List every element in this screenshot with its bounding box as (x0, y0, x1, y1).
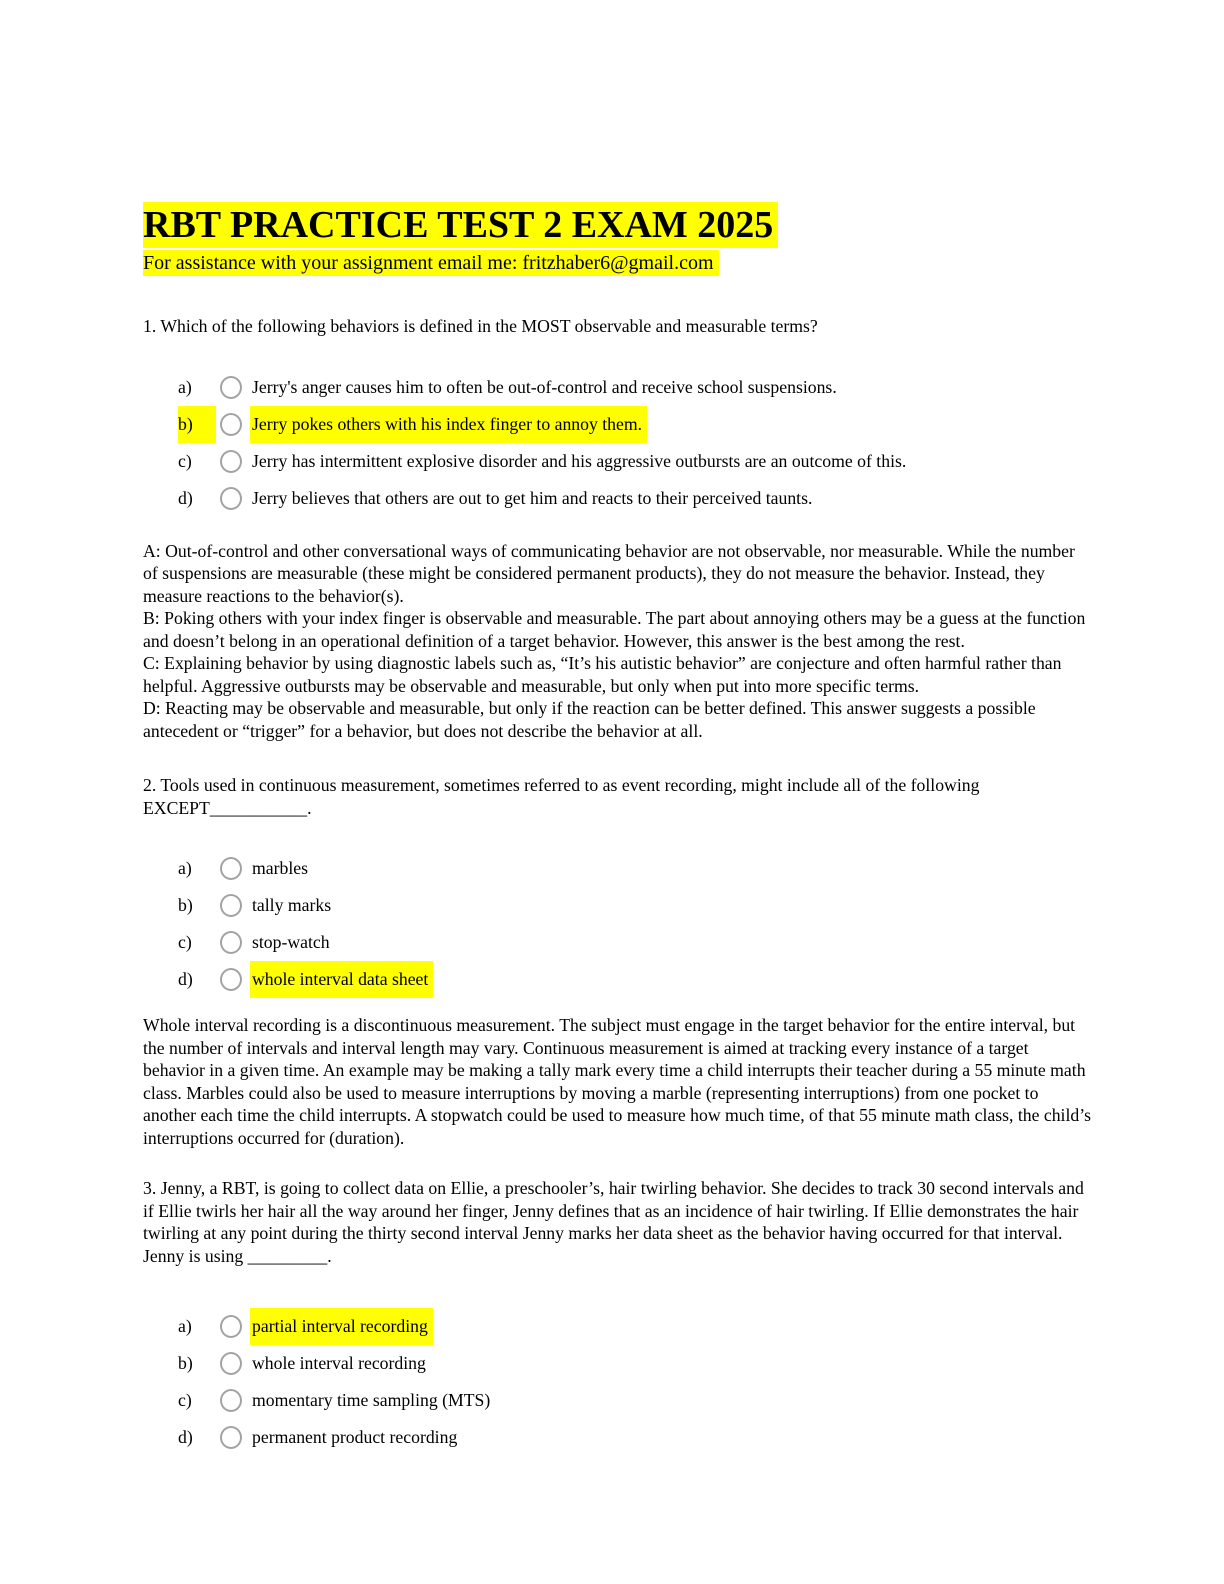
option-label: c) (178, 450, 192, 471)
option-label: a) (178, 858, 192, 878)
question-2-option-a (143, 850, 1091, 887)
option-label: b) (178, 895, 193, 915)
question-1-option-d (143, 480, 1091, 517)
question-3-option-c (143, 1382, 1091, 1419)
explanation-paragraph: Whole interval recording is a discontinuous measurement. The subject must engage in the target behavior for the entire interval, but the number of intervals and interval length may vary. Continuous measurement is aimed at tracking every instance of a target behavior in a given time. An example may be making a tally mark every time a child interrupts their teacher during a 55 minute math class. Marbles could also be used to measure interruptions by moving a marble (representing interruptions) from one pocket to another each time the child interrupts. A stopwatch could be used to measure how much time, of that 55 minute math class, the child’s interruptions occurred for (duration). (143, 1015, 1092, 1148)
question-1-block (143, 315, 1091, 742)
question-3-option-d (143, 1419, 1091, 1456)
option-text: Jerry believes that others are out to get him and reacts to their perceived taunts. (252, 487, 813, 508)
option-label: c) (178, 932, 192, 952)
option-label: b) (178, 406, 216, 443)
explanation-line-c: C: Explaining behavior by using diagnostic labels such as, “It’s his autistic behavior” are conjecture and often harmful rather than helpful. Aggressive outbursts may be observable and measurable, but only when put into more specific terms. (143, 653, 1062, 696)
explanation-line-a: A: Out-of-control and other conversational ways of communicating behavior are not observable, nor measurable. While the number of suspensions are measurable (these might be considered permanent products), they do not measure the behavior. Instead, they measure reactions to the behavior(s). (143, 540, 1075, 606)
option-text: marbles (252, 858, 308, 878)
option-text: stop-watch (252, 932, 330, 952)
page-title-highlight: RBT PRACTICE TEST 2 EXAM 2025 (143, 202, 778, 248)
question-3-block (143, 1177, 1091, 1456)
radio-button-icon[interactable] (220, 1315, 242, 1338)
contact-line-highlight: For assistance with your assignment email me: fritzhaber6@gmail.com (143, 250, 719, 276)
option-text: whole interval recording (252, 1353, 426, 1373)
option-label: a) (178, 1316, 192, 1336)
question-1-explanation (143, 540, 1091, 743)
question-3-option-a (143, 1308, 1091, 1345)
option-label: a) (178, 376, 192, 397)
question-2-option-c (143, 924, 1091, 961)
explanation-line-b: B: Poking others with your index finger is observable and measurable. The part about annoying others may be a guess at the function and doesn’t belong in an operational definition of a target behavior. However, this answer is the best among the rest. (143, 608, 1086, 651)
question-1-option-a (143, 369, 1091, 406)
page-title (143, 203, 1091, 248)
radio-button-icon[interactable] (220, 857, 242, 880)
option-label: b) (178, 1353, 193, 1373)
question-1-option-c (143, 443, 1091, 480)
option-label: d) (178, 1427, 193, 1447)
option-text: Jerry's anger causes him to often be out-of-control and receive school suspensions. (252, 376, 837, 397)
question-3-option-b (143, 1345, 1091, 1382)
question-1-text: 1. Which of the following behaviors is defined in the MOST observable and measurable terms? (143, 316, 818, 336)
question-2-options (143, 850, 1091, 998)
option-label: d) (178, 487, 193, 508)
question-1-option-b (143, 406, 1091, 443)
question-2-block (143, 774, 1091, 1149)
option-text-highlighted: whole interval data sheet (250, 961, 433, 998)
radio-button-icon[interactable] (220, 894, 242, 917)
option-text: momentary time sampling (MTS) (252, 1390, 491, 1410)
question-2-explanation (143, 1014, 1091, 1149)
option-text: Jerry has intermittent explosive disorder and his aggressive outbursts are an outcome of this. (252, 450, 907, 471)
option-text-highlighted: Jerry pokes others with his index finger to annoy them. (250, 406, 647, 443)
question-2-option-b (143, 887, 1091, 924)
radio-button-icon[interactable] (220, 968, 242, 991)
option-text: permanent product recording (252, 1427, 458, 1447)
radio-button-icon[interactable] (220, 1426, 242, 1449)
radio-button-icon[interactable] (220, 450, 242, 473)
radio-button-icon[interactable] (220, 487, 242, 510)
question-2-option-d (143, 961, 1091, 998)
radio-button-icon[interactable] (220, 931, 242, 954)
question-3-text: 3. Jenny, a RBT, is going to collect data on Ellie, a preschooler’s, hair twirling behavior. She decides to track 30 second intervals and if Ellie twirls her hair all the way around her finger, Jenny defines that as an incidence of hair twirling. If Ellie demonstrates the hair twirling at any point during the thirty second interval Jenny marks her data sheet as the behavior having occurred for that interval. Jenny is using _________. (143, 1178, 1084, 1266)
radio-button-icon[interactable] (220, 376, 242, 399)
question-2-text: 2. Tools used in continuous measurement, sometimes referred to as event recording, might include all of the following EXCEPT___________. (143, 775, 980, 818)
radio-button-icon[interactable] (220, 413, 242, 436)
explanation-line-d: D: Reacting may be observable and measurable, but only if the reaction can be better defined. This answer suggests a possible antecedent or “trigger” for a behavior, but does not describe the behavior at all. (143, 698, 1036, 741)
contact-line (143, 248, 1091, 278)
radio-button-icon[interactable] (220, 1389, 242, 1412)
question-3-options (143, 1308, 1091, 1456)
option-text: tally marks (252, 895, 332, 915)
radio-button-icon[interactable] (220, 1352, 242, 1375)
option-label: c) (178, 1390, 192, 1410)
document-page (143, 0, 1091, 1456)
option-label: d) (178, 969, 193, 989)
question-1-options (143, 369, 1091, 517)
option-text-highlighted: partial interval recording (250, 1308, 433, 1345)
